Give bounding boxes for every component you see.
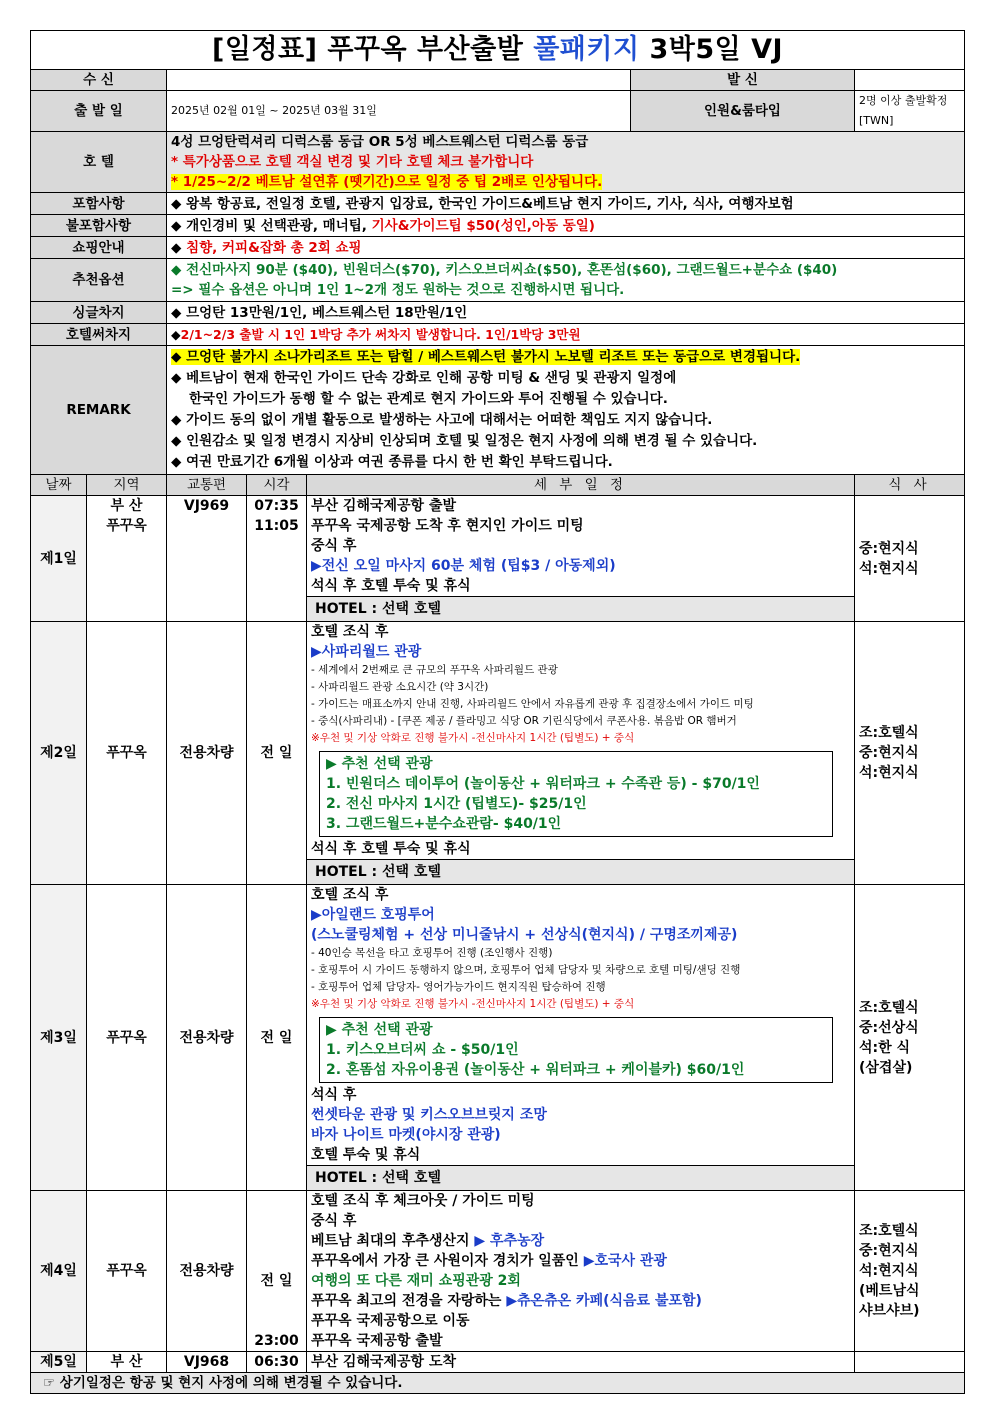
single-text: ◆ 므엉탄 13만원/1인, 베스트웨스턴 18만원/1인	[167, 302, 965, 324]
col-transport: 교통편	[167, 475, 247, 496]
options-line-1: ◆ 전신마사지 90분 ($40), 빈원더스($70), 키스오브더씨쇼($50), 혼똔섬($60), 그랜드월드+분수쇼 ($40)	[171, 262, 838, 278]
hotel-info	[167, 132, 965, 193]
day-1-label: 제1일	[31, 496, 87, 622]
room-value: 2명 이상 출발확정 [TWN]	[855, 91, 965, 132]
itinerary-document	[30, 30, 964, 1394]
day-2-label: 제2일	[31, 622, 87, 885]
hotel-line-3: * 1/25~2/2 베트남 설연휴 (뗏기간)으로 일정 중 팁 2배로 인상됩니다.	[171, 174, 603, 190]
remark-text	[167, 346, 965, 475]
day-5-transport: VJ968	[167, 1352, 247, 1373]
day-2-detail: 호텔 조식 후 ▶사파리월드 관광 - 세계에서 2번째로 큰 규모의 푸꾸옥 사파리월드 관광 - 사파리월드 관광 소요시간 (약 3시간) - 가이드는 매표소까지 안내 진행, 사파리월드 안에서 자유롭게 관광 후 집결장소에서 가이드 미팅 - 중식(사파리내) - [쿠폰 제공 / 플라밍고 식당 OR 기린식당에서 쿠폰사용. 볶음밥 OR 햄버거 ※우천 및 기상 악화로 진행 불가시 -전신마사지 1시간 (팁별도) + 중식 ▶ 추천 선택 관광 1. 빈원더스 데이투어 (놀이동산 + 워터파크 + 수족관 등) - $70/1인 2. 전신 마사지 1시간 (팁별도)- $25/1인 3. 그랜드월드+분수쇼관람- $40/1인 석식 후 호텔 투숙 및 휴식 HOTEL : 선택 호텔	[307, 622, 855, 885]
day-3-label: 제3일	[31, 885, 87, 1191]
surcharge-label: 호텔써차지	[31, 324, 167, 346]
day-1-detail: 부산 김해국제공항 출발 푸꾸옥 국제공항 도착 후 현지인 가이드 미팅 중식 후 ▶전신 오일 마사지 60분 체험 (팁$3 / 아동제외) 석식 후 호텔 투숙 및 휴식 HOTEL : 선택 호텔	[307, 496, 855, 622]
remark-line-5: ◆ 인원감소 및 일정 변경시 지상비 인상되며 호텔 및 일정은 현지 사정에 의해 변경 될 수 있습니다.	[171, 433, 758, 449]
options-label: 추천옵션	[31, 259, 167, 302]
footer-note: ☞ 상기일정은 항공 및 현지 사정에 의해 변경될 수 있습니다.	[31, 1373, 965, 1394]
day-row-2	[31, 622, 965, 885]
surcharge-text: ◆2/1~2/3 출발 시 1인 1박당 추가 써차지 발생합니다. 1인/1박당 3만원	[167, 324, 965, 346]
day-5-region: 부 산	[87, 1352, 167, 1373]
day-1-meals: 중:현지식 석:현지식	[855, 496, 965, 622]
departure-value: 2025년 02월 01일 ~ 2025년 03월 31일	[167, 91, 631, 132]
itinerary-table	[30, 30, 965, 1394]
page-title: [일정표] 푸꾸옥 부산출발 풀패키지 3박5일 VJ	[31, 31, 965, 70]
excluded-text: ◆ 개인경비 및 선택관광, 매너팁, 기사&가이드팁 $50(성인,아동 동일)	[167, 215, 965, 237]
included-text: ◆ 왕복 항공료, 전일정 호텔, 관광지 입장료, 한국인 가이드&베트남 현지 가이드, 기사, 식사, 여행자보험	[167, 193, 965, 215]
options-text	[167, 259, 965, 302]
sender-label: 발 신	[631, 70, 855, 91]
day-1-hotel: HOTEL : 선택 호텔	[307, 596, 854, 621]
day-3-time: 전 일	[247, 885, 307, 1191]
options-line-2: => 필수 옵션은 아니며 1인 1~2개 정도 원하는 것으로 진행하시면 됩니다.	[171, 282, 625, 298]
day-4-label: 제4일	[31, 1191, 87, 1352]
single-label: 싱글차지	[31, 302, 167, 324]
day-2-meals: 조:호텔식 중:현지식 석:현지식	[855, 622, 965, 885]
day-2-time: 전 일	[247, 622, 307, 885]
room-label: 인원&룸타입	[631, 91, 855, 132]
day-3-meals: 조:호텔식 중:선상식 석:한 식 (삼겹살)	[855, 885, 965, 1191]
day-2-transport: 전용차량	[167, 622, 247, 885]
col-date: 날짜	[31, 475, 87, 496]
hotel-line-1: 4성 므엉탄럭셔리 디럭스룸 동급 OR 5성 베스트웨스턴 디럭스룸 동급	[171, 134, 589, 150]
day-row-5	[31, 1352, 965, 1373]
day-row-4	[31, 1191, 965, 1352]
day-4-meals: 조:호텔식 중:현지식 석:현지식 (베트남식 샤브샤브)	[855, 1191, 965, 1352]
day-row-1	[31, 496, 965, 622]
day-4-transport: 전용차량	[167, 1191, 247, 1352]
day-5-detail: 부산 김해국제공항 도착	[307, 1352, 855, 1373]
departure-label: 출 발 일	[31, 91, 167, 132]
day-5-time: 06:30	[247, 1352, 307, 1373]
day-3-hotel: HOTEL : 선택 호텔	[307, 1165, 854, 1190]
day-1-region: 부 산 푸꾸옥	[87, 496, 167, 622]
day-2-hotel: HOTEL : 선택 호텔	[307, 859, 854, 884]
shopping-label: 쇼핑안내	[31, 237, 167, 259]
remark-line-3: 한국인 가이드가 동행 할 수 없는 관계로 현지 가이드와 투어 진행될 수 있습니다.	[189, 391, 668, 407]
recipient-value	[167, 70, 631, 91]
col-time: 시각	[247, 475, 307, 496]
shopping-text: ◆ 침향, 커피&잡화 총 2회 쇼핑	[167, 237, 965, 259]
day-3-transport: 전용차량	[167, 885, 247, 1191]
day-4-time: 전 일 23:00	[247, 1191, 307, 1352]
included-label: 포함사항	[31, 193, 167, 215]
col-region: 지역	[87, 475, 167, 496]
remark-label: REMARK	[31, 346, 167, 475]
day-row-3	[31, 885, 965, 1191]
remark-line-6: ◆ 여권 만료기간 6개월 이상과 여권 종류를 다시 한 번 확인 부탁드립니다.	[171, 454, 613, 470]
remark-line-4: ◆ 가이드 동의 없이 개별 활동으로 발생하는 사고에 대해서는 어떠한 책임도 지지 않습니다.	[171, 412, 713, 428]
day-2-region: 푸꾸옥	[87, 622, 167, 885]
sender-value	[855, 70, 965, 91]
hotel-line-2: * 특가상품으로 호텔 객실 변경 및 기타 호텔 체크 불가합니다	[171, 154, 534, 170]
day-3-options-box: ▶ 추천 선택 관광 1. 키스오브더씨 쇼 - $50/1인 2. 혼똠섬 자유이용권 (놀이동산 + 워터파크 + 케이블카) $60/1인	[319, 1017, 833, 1083]
col-detail: 세 부 일 정	[307, 475, 855, 496]
day-3-detail: 호텔 조식 후 ▶아일랜드 호핑투어 (스노쿨링체험 + 선상 미니줄낚시 + 선상식(현지식) / 구명조끼제공) - 40인승 목선을 타고 호핑투어 진행 (조인행사 진행) - 호핑투어 시 가이드 동행하지 않으며, 호핑투어 업체 담당자 및 차량으로 호텔 미팅/샌딩 진행 - 호핑투어 업체 담당자- 영어가능가이드 현지직원 탑승하여 진행 ※우천 및 기상 악화로 진행 불가시 -전신마사지 1시간 (팁별도) + 중식 ▶ 추천 선택 관광 1. 키스오브더씨 쇼 - $50/1인 2. 혼똠섬 자유이용권 (놀이동산 + 워터파크 + 케이블카) $60/1인 석식 후 썬셋타운 관광 및 키스오브브릿지 조망 바자 나이트 마켓(야시장 관광) 호텔 투숙 및 휴식 HOTEL : 선택 호텔	[307, 885, 855, 1191]
recipient-label: 수 신	[31, 70, 167, 91]
day-2-options-box: ▶ 추천 선택 관광 1. 빈원더스 데이투어 (놀이동산 + 워터파크 + 수족관 등) - $70/1인 2. 전신 마사지 1시간 (팁별도)- $25/1인 3. 그랜드월드+분수쇼관람- $40/1인	[319, 751, 833, 837]
day-5-label: 제5일	[31, 1352, 87, 1373]
day-1-transport: VJ969	[167, 496, 247, 622]
hotel-label: 호 텔	[31, 132, 167, 193]
day-4-region: 푸꾸옥	[87, 1191, 167, 1352]
day-3-region: 푸꾸옥	[87, 885, 167, 1191]
day-1-time: 07:35 11:05	[247, 496, 307, 622]
day-5-meals	[855, 1352, 965, 1373]
remark-line-1: ◆ 므엉탄 불가시 소나가리조트 또는 탐힐 / 베스트웨스턴 불가시 노보텔 리조트 또는 동급으로 변경됩니다.	[171, 349, 801, 365]
excluded-label: 불포함사항	[31, 215, 167, 237]
day-4-detail: 호텔 조식 후 체크아웃 / 가이드 미팅 중식 후 베트남 최대의 후추생산지 ▶ 후추농장 푸꾸옥에서 가장 큰 사원이자 경치가 일품인 ▶호국사 관광 여행의 또 다른 재미 쇼핑관광 2회 푸꾸옥 최고의 전경을 자랑하는 ▶츄온츄온 카페(식음료 불포함) 푸꾸옥 국제공항으로 이동 푸꾸옥 국제공항 출발	[307, 1191, 855, 1352]
col-meal: 식 사	[855, 475, 965, 496]
remark-line-2: ◆ 베트남이 현재 한국인 가이드 단속 강화로 인해 공항 미팅 & 샌딩 및 관광지 일정에	[171, 370, 677, 386]
